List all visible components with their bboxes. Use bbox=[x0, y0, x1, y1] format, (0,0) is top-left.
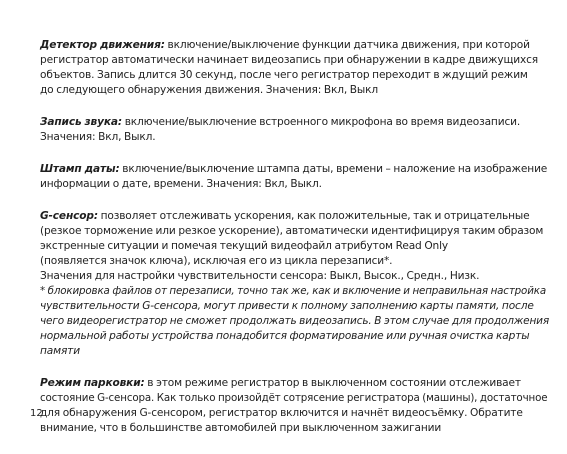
g-sensor-paragraph bbox=[40, 209, 550, 359]
paragraph-line: объектов. Запись длится 30 секунд, после чего регистратор переходит в ждущий режим bbox=[40, 69, 528, 81]
paragraph-text: включение/выключение функции датчика движения, при которой bbox=[164, 39, 530, 51]
footnote-line: чего видеорегистратор не сможет продолжать видеозапись. В этом случае для продолжения bbox=[40, 315, 550, 327]
paragraph-line: экстренные ситуации и помечая текущий видеофайл атрибутом Read Only bbox=[40, 240, 448, 252]
footnote-line: нормальной работы устройства понадобится форматирование или ручная очистка карты bbox=[40, 330, 530, 342]
motion-detector-paragraph bbox=[40, 38, 550, 98]
term-heading: Запись звука: bbox=[40, 116, 122, 128]
manual-page bbox=[40, 38, 550, 453]
paragraph-line: состояние G-сенсора. Как только произойдёт сотрясение регистратора (машины), достаточное bbox=[40, 392, 548, 404]
paragraph-line bbox=[40, 376, 550, 391]
term-heading: Штамп даты: bbox=[40, 163, 120, 175]
paragraph-text: включение/выключение встроенного микрофона во время видеозаписи. bbox=[121, 116, 521, 128]
paragraph-line: Значения для настройки чувствительности сенсора: Выкл, Высок., Средн., Низк. bbox=[40, 270, 480, 282]
paragraph-line: (резкое торможение или резкое ускорение), автоматически идентифицируя таким образом bbox=[40, 225, 544, 237]
paragraph-text: в этом режиме регистратор в выключенном состоянии отслеживает bbox=[144, 377, 521, 389]
paragraph-line bbox=[40, 38, 550, 53]
paragraph-line: внимание, что в большинстве автомобилей при выключенном зажигании bbox=[40, 422, 442, 434]
term-heading: Режим парковки: bbox=[40, 377, 145, 389]
date-stamp-paragraph bbox=[40, 162, 550, 192]
footnote-line: памяти bbox=[40, 345, 80, 357]
parking-mode-paragraph bbox=[40, 376, 550, 436]
paragraph-line: для обнаружения G-сенсором, регистратор включится и начнёт видеосъёмку. Обратите bbox=[40, 407, 523, 419]
footnote-line: чувствительности G-сенсора, могут привести к полному заполнению карты памяти, после bbox=[40, 300, 534, 312]
footnote bbox=[40, 284, 550, 359]
paragraph-line bbox=[40, 209, 550, 224]
paragraph-line: (появляется значок ключа), исключая его из цикла перезаписи*. bbox=[40, 255, 393, 267]
paragraph-text: включение/выключение штампа даты, времени – наложение на изображение bbox=[119, 163, 548, 175]
paragraph-text: позволяет отслеживать ускорения, как положительные, так и отрицательные bbox=[97, 210, 530, 222]
paragraph-line: до следующего обнаружения движения. Значения: Вкл, Выкл bbox=[40, 84, 379, 96]
paragraph-line: Значения: Вкл, Выкл. bbox=[40, 131, 156, 143]
paragraph-line: информации о дате, времени. Значения: Вкл, Выкл. bbox=[40, 178, 322, 190]
page-number: 12 bbox=[30, 408, 43, 419]
term-heading: Детектор движения: bbox=[40, 39, 165, 51]
footnote-line: * блокировка файлов от перезаписи, точно так же, как и включение и неправильная настройка bbox=[40, 285, 546, 297]
paragraph-line bbox=[40, 115, 550, 130]
paragraph-line bbox=[40, 162, 550, 177]
term-heading: G-сенсор: bbox=[40, 210, 98, 222]
sound-recording-paragraph bbox=[40, 115, 550, 145]
paragraph-line: регистратор автоматически начинает видеозапись при обнаружении в кадре движущихся bbox=[40, 54, 539, 66]
